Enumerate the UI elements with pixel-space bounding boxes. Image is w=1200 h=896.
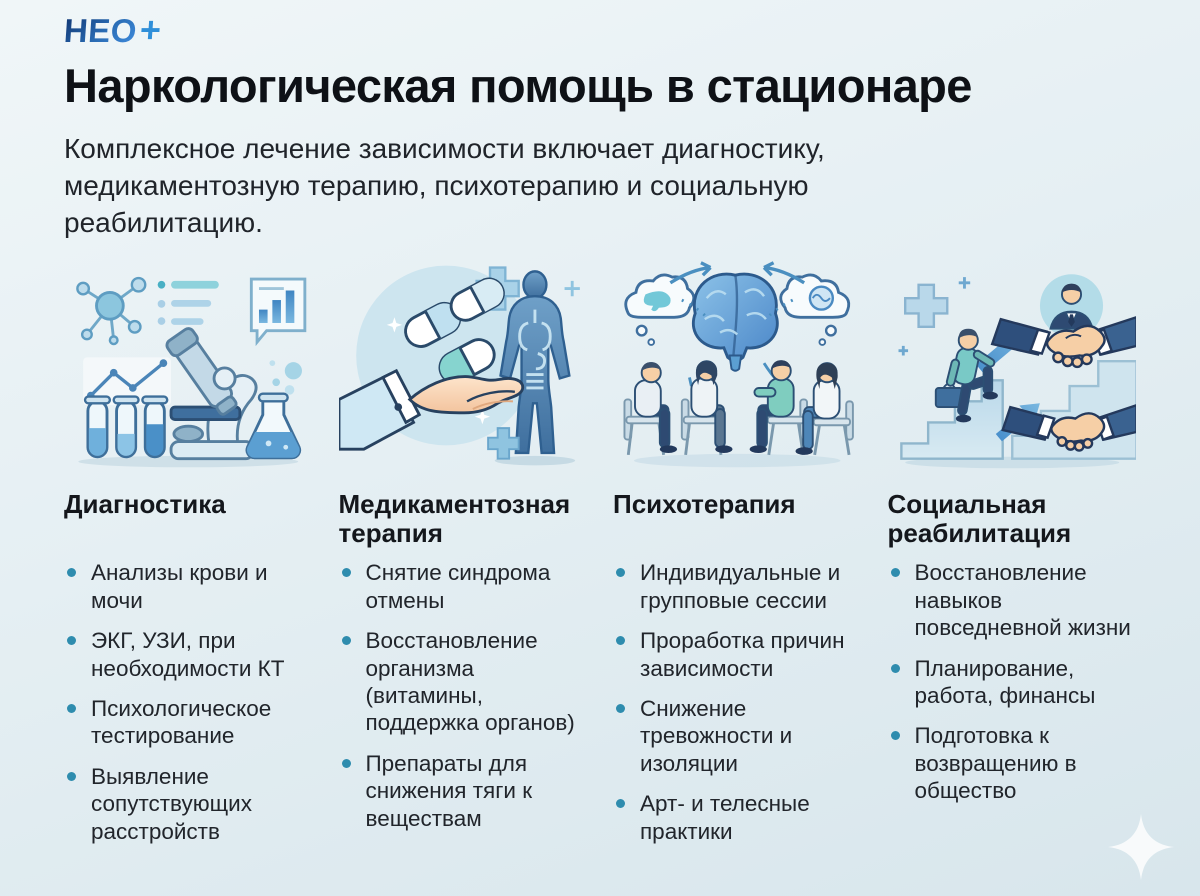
- list-item: Восстановление навыков повседневной жизни: [888, 559, 1137, 641]
- page-title: Наркологическая помощь в стационаре: [64, 59, 972, 112]
- lab-diagnostics-illustration: [64, 254, 313, 478]
- list-item: Снижение тревожности и изоляции: [613, 695, 862, 777]
- column-social-rehabilitation: [888, 254, 1137, 858]
- sparkle-icon: [1108, 814, 1174, 880]
- stairs-handshake-icon: [888, 254, 1137, 478]
- list-item: Арт- и телесные практики: [613, 790, 862, 845]
- column-title: Диагностика: [64, 489, 226, 520]
- list-item: Психологическое тестирование: [64, 695, 313, 750]
- list-item: Подготовка к возвращению в общество: [888, 722, 1137, 804]
- columns-row: [64, 254, 1136, 858]
- psychotherapy-list: [613, 559, 862, 845]
- group-therapy-brain-icon: [613, 254, 862, 478]
- list-item: Выявление сопутствующих расстройств: [64, 763, 313, 845]
- rehabilitation-list: [888, 559, 1137, 805]
- list-item: ЭКГ, УЗИ, при необходимости КТ: [64, 627, 313, 682]
- list-item: Препараты для снижения тяги к веществам: [339, 750, 588, 832]
- column-title: Медикаментозная терапия: [338, 489, 571, 549]
- list-item: Снятие синдрома отмены: [339, 559, 588, 614]
- column-psychotherapy: [613, 254, 862, 858]
- medication-list: [339, 559, 588, 832]
- column-title: Психотерапия: [613, 489, 796, 520]
- logo-text: НЕО: [62, 11, 139, 49]
- medication-illustration: [339, 254, 588, 478]
- microscope-lab-icon: [64, 254, 313, 478]
- page-subtitle: Комплексное лечение зависимости включает диагностику, медикаментозную терапию, психотерапию и социальную реабилитацию.: [64, 133, 825, 239]
- brand-logo: [62, 9, 1136, 50]
- rehabilitation-illustration: [888, 254, 1137, 478]
- list-item: Восстановление организма (витамины, поддержка органов): [339, 627, 588, 737]
- list-item: Анализы крови и мочи: [64, 559, 313, 614]
- column-medication-therapy: [339, 254, 588, 858]
- psychotherapy-illustration: [613, 254, 862, 478]
- hand-pills-body-icon: [339, 254, 588, 478]
- list-item: Проработка причин зависимости: [613, 627, 862, 682]
- column-diagnostics: [64, 254, 313, 858]
- diagnostics-list: [64, 559, 313, 845]
- logo-plus-icon: +: [138, 9, 164, 50]
- list-item: Индивидуальные и групповые сессии: [613, 559, 862, 614]
- column-title: Социальная реабилитация: [887, 489, 1072, 549]
- list-item: Планирование, работа, финансы: [888, 655, 1137, 710]
